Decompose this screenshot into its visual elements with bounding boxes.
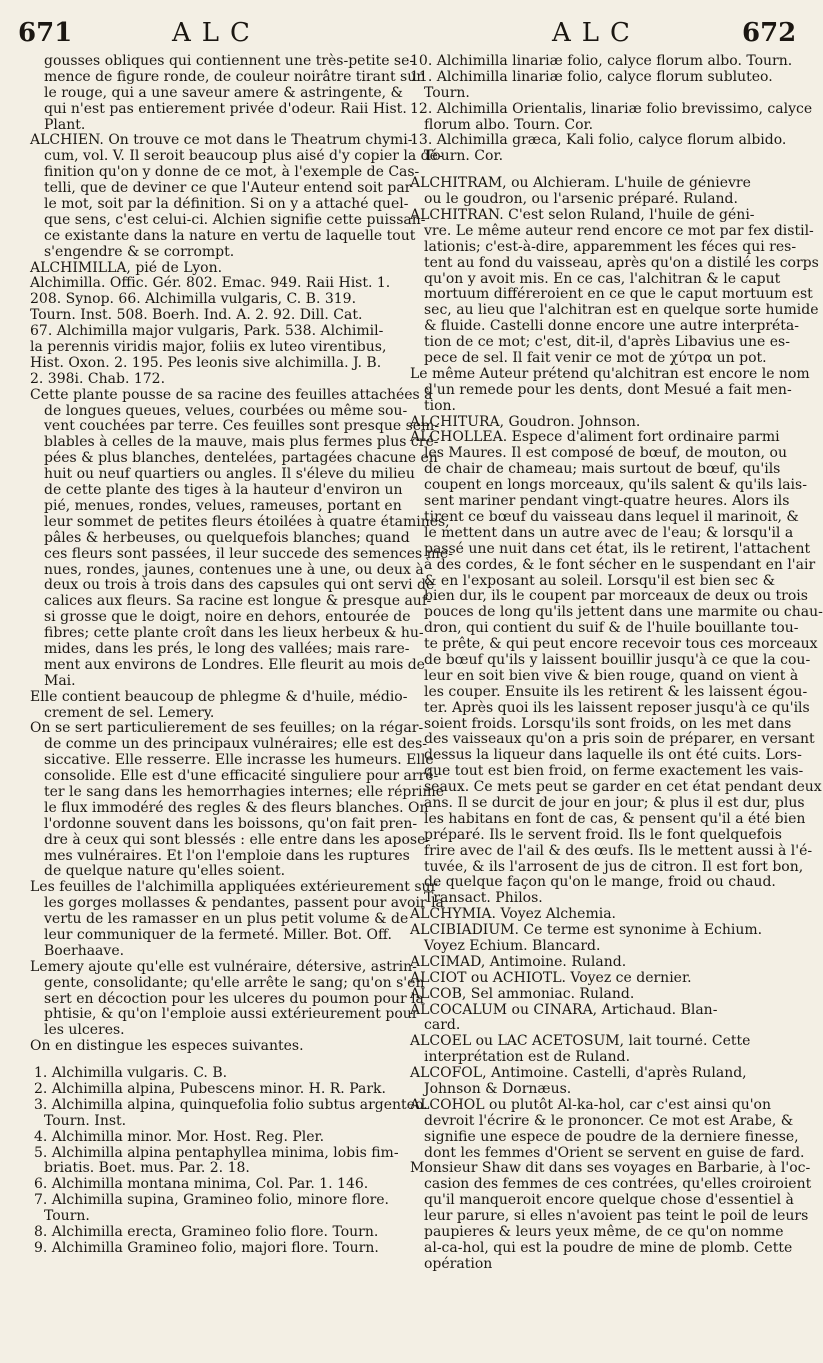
- text-line: Voyez Echium. Blancard.: [424, 937, 601, 954]
- text-line: qu'il manqueroit encore quelque chose d'essentiel à: [424, 1192, 794, 1209]
- text-line: le mot, soit par la définition. Si on y a attaché quel-: [44, 196, 409, 213]
- text-line: crement de sel. Lemery.: [44, 704, 215, 721]
- text-line: de longues queues, velues, courbées ou même sou-: [44, 402, 408, 419]
- text-line: vertu de les ramasser en un plus petit volume & de: [44, 911, 409, 928]
- text-line: mortuum différeroient en ce que le caput mortuum est: [424, 286, 813, 303]
- text-line: Tourn.: [424, 84, 470, 101]
- text-line: ce existante dans la nature en vertu de laquelle tout: [44, 227, 416, 244]
- text-line: 13. Alchimilla græca, Kali folio, calyce florum albido.: [410, 132, 787, 149]
- text-line: vent couchées par terre. Ces feuilles sont presque sem-: [44, 418, 440, 435]
- text-line: 5. Alchimilla alpina pentaphyllea minima, lobis fim-: [34, 1144, 399, 1161]
- text-line: pece de sel. Il fait venir ce mot de χύτρα un pot.: [424, 350, 767, 367]
- text-line: ALCOCALUM ou CINARA, Artichaud. Blan-: [410, 1001, 718, 1018]
- text-line: devroit l'écrire & le prononcer. Ce mot est Arabe, &: [424, 1112, 794, 1129]
- text-line: de quelque nature qu'elles soient.: [44, 863, 286, 880]
- text-line: bien dur, ils le coupent par morceaux de deux ou trois: [424, 588, 808, 605]
- text-line: Mai.: [44, 672, 76, 689]
- text-line: Lemery ajoute qu'elle est vulnéraire, détersive, astrin-: [30, 958, 417, 975]
- right-page-number: 672: [742, 18, 797, 48]
- text-line: ter le sang dans les hemorrhagies internes; elle réprime: [44, 783, 445, 800]
- text-line: de chair de chameau; mais surtout de bœuf, qu'ils: [424, 461, 781, 478]
- text-line: que sens, c'est celui-ci. Alchien signifie cette puissan-: [44, 211, 426, 228]
- text-line: 8. Alchimilla erecta, Gramineo folio flore. Tourn.: [34, 1224, 379, 1241]
- text-line: 6. Alchimilla montana minima, Col. Par. 1. 146.: [34, 1176, 369, 1193]
- text-line: 9. Alchimilla Gramineo folio, majori flore. Tourn.: [34, 1239, 379, 1256]
- text-line: Plant.: [44, 116, 86, 133]
- text-line: le rouge, qui a une saveur amere & astringente, &: [44, 84, 403, 101]
- text-line: la perennis viridis major, foliis ex luteo virentibus,: [30, 339, 387, 356]
- text-line: phtisie, & qu'on l'emploie aussi extérieurement pour: [44, 1006, 419, 1023]
- text-line: mides, dans les prés, le long des vallées; mais rare-: [44, 640, 410, 657]
- text-line: des vaisseaux qu'on a pris soin de préparer, en versant: [424, 731, 815, 748]
- text-line: que tout est bien froid, on ferme exactement les vais-: [424, 763, 804, 780]
- text-line: ALCHITRAM, ou Alchieram. L'huile de génievre: [410, 175, 751, 192]
- text-line: deux ou trois à trois dans des capsules qui ont servi de: [44, 577, 435, 594]
- text-line: florum albo. Tourn. Cor.: [424, 116, 594, 133]
- text-line: siccative. Elle resserre. Elle incrasse les humeurs. Elle: [44, 752, 434, 769]
- text-line: nues, rondes, jaunes, contenues une à une, ou deux à: [44, 561, 424, 578]
- text-line: les couper. Ensuite ils les retirent & les laissent égou-: [424, 683, 808, 700]
- text-line: ALCIBIADIUM. Ce terme est synonime à Echium.: [410, 922, 763, 939]
- text-line: ALCOFOL, Antimoine. Castelli, d'après Ruland,: [410, 1065, 747, 1082]
- text-line: Transact. Philos.: [424, 890, 543, 907]
- text-line: paupieres & leurs yeux même, de ce qu'on nomme: [424, 1224, 784, 1241]
- text-line: de quelque façon qu'on le mange, froid ou chaud.: [424, 874, 776, 891]
- text-line: Boerhaave.: [44, 942, 125, 959]
- text-line: pié, menues, rondes, velues, rameuses, portant en: [44, 497, 402, 514]
- text-line: ces fleurs sont passées, il leur succede des semences me-: [44, 545, 453, 562]
- text-line: passé une nuit dans cet état, ils le retirent, l'attachent: [424, 540, 811, 557]
- text-line: ou le goudron, ou l'arsenic préparé. Ruland.: [424, 191, 738, 208]
- text-line: seaux. Ce mets peut se garder en cet état pendant deux: [424, 779, 822, 796]
- text-line: ALCOB, Sel ammoniac. Ruland.: [410, 985, 635, 1002]
- text-line: pâles & herbeuses, ou quelquefois blanches; quand: [44, 529, 410, 546]
- left-page-number: 671: [18, 18, 73, 48]
- text-line: s'engendre & se corrompt.: [44, 243, 235, 260]
- text-line: Tourn. Inst.: [44, 1112, 127, 1129]
- text-line: Tourn. Cor.: [424, 148, 504, 165]
- text-line: tirent ce bœuf du vaisseau dans lequel il marinoit, &: [424, 508, 799, 525]
- text-line: ALCHITURA, Goudron. Johnson.: [410, 413, 641, 430]
- text-line: ter. Après quoi ils les laissent reposer jusqu'à ce qu'ils: [424, 699, 810, 716]
- text-line: ALCHIMILLA, pié de Lyon.: [30, 259, 223, 276]
- text-line: mes vulnéraires. Et l'on l'emploie dans les ruptures: [44, 847, 410, 864]
- text-line: & fluide. Castelli donne encore une autre interpréta-: [424, 318, 800, 335]
- text-line: calices aux fleurs. Sa racine est longue & presque auf-: [44, 593, 432, 610]
- text-line: Tourn. Inst. 508. Boerh. Ind. A. 2. 92. Dill. Cat.: [30, 307, 363, 324]
- text-line: coupent en longs morceaux, qu'ils salent & qu'ils lais-: [424, 477, 807, 494]
- text-line: Monsieur Shaw dit dans ses voyages en Barbarie, à l'oc-: [410, 1160, 811, 1177]
- text-line: les gorges mollasses & pendantes, passent pour avoir la: [44, 895, 444, 912]
- text-line: pouces de long qu'ils jettent dans une marmite ou chau-: [424, 604, 823, 621]
- text-line: te prête, & qui peut encore recevoir tous ces morceaux: [424, 636, 818, 653]
- text-line: qui n'est pas entierement privée d'odeur. Raii Hist.: [44, 100, 407, 117]
- text-line: de comme un des principaux vulnéraires; elle est des-: [44, 736, 427, 753]
- text-line: Le même Auteur prétend qu'alchitran est encore le nom: [410, 365, 810, 382]
- text-line: & en l'exposant au soleil. Lorsqu'il est bien sec &: [424, 572, 776, 589]
- text-line: signifie une espece de poudre de la derniere finesse,: [424, 1128, 799, 1145]
- text-line: 11. Alchimilla linariæ folio, calyce florum subluteo.: [410, 68, 773, 85]
- text-line: vre. Le même auteur rend encore ce mot par fex distil-: [424, 222, 814, 239]
- text-line: 7. Alchimilla supina, Gramineo folio, minore flore.: [34, 1192, 390, 1209]
- text-line: 67. Alchimilla major vulgaris, Park. 538. Alchimil-: [30, 323, 384, 340]
- text-line: briatis. Boet. mus. Par. 2. 18.: [44, 1160, 250, 1177]
- text-line: On en distingue les especes suivantes.: [30, 1038, 304, 1055]
- text-line: sert en décoction pour les ulceres du poumon pour la: [44, 990, 424, 1007]
- text-line: Johnson & Dornæus.: [424, 1081, 572, 1097]
- text-line: dre à ceux qui sont blessés : elle entre dans les apose-: [44, 831, 431, 848]
- text-line: ment aux environs de Londres. Elle fleurit au mois de: [44, 656, 425, 673]
- text-line: ALCOHOL ou plutôt Al-ka-hol, car c'est ainsi qu'on: [410, 1096, 772, 1113]
- text-line: de bœuf qu'ils y laissent bouillir jusqu'à ce que la cou-: [424, 651, 811, 668]
- text-line: Elle contient beaucoup de phlegme & d'huile, médio-: [30, 688, 408, 705]
- text-line: Alchimilla. Offic. Gér. 802. Emac. 949. Raii Hist. 1.: [30, 275, 391, 292]
- text-line: leur parure, si elles n'avoient pas teint le poil de leurs: [424, 1208, 809, 1225]
- text-line: telli, que de deviner ce que l'Auteur entend soit par: [44, 180, 412, 197]
- text-line: Les feuilles de l'alchimilla appliquées extérieurement sur: [30, 879, 438, 896]
- text-line: mence de figure ronde, de couleur noirâtre tirant sur: [44, 68, 423, 85]
- text-line: 4. Alchimilla minor. Mor. Host. Reg. Pler.: [34, 1128, 325, 1145]
- text-line: frire avec de l'ail & des œufs. Ils le mettent aussi à l'é-: [424, 842, 813, 859]
- text-line: gente, consolidante; qu'elle arrête le sang; qu'on s'en: [44, 974, 425, 991]
- text-line: leur communiquer de la fermeté. Miller. Bot. Off.: [44, 926, 392, 943]
- text-line: ALCHIEN. On trouve ce mot dans le Theatrum chymi-: [30, 132, 413, 149]
- text-line: de cette plante des tiges à la hauteur d'environ un: [44, 482, 403, 499]
- text-line: 2. Alchimilla alpina, Pubescens minor. H. R. Park.: [34, 1081, 386, 1097]
- text-line: casion des femmes de ces contrées, qu'elles croiroient: [424, 1176, 812, 1193]
- text-line: opération: [424, 1255, 493, 1272]
- text-line: huit ou neuf quartiers ou angles. Il s'éleve du milieu: [44, 466, 415, 483]
- text-line: 12. Alchimilla Orientalis, linariæ folio brevissimo, calyce: [410, 100, 813, 117]
- text-line: si grosse que le doigt, noire en dehors, entourée de: [44, 609, 411, 626]
- text-line: 2. 398i. Chab. 172.: [30, 370, 166, 387]
- text-line: al-ca-hol, qui est la poudre de mine de plomb. Cette: [424, 1239, 793, 1256]
- text-line: cum, vol. V. Il seroit beaucoup plus aisé d'y copier la dé-: [44, 148, 443, 165]
- text-line: le flux immodéré des regles & des fleurs blanches. On: [44, 799, 429, 816]
- text-line: Cette plante pousse de sa racine des feuilles attachées à: [30, 386, 433, 403]
- text-line: leur sommet de petites fleurs étoilées à quatre étamines,: [44, 513, 450, 530]
- text-line: ALCHOLLEA. Espece d'aliment fort ordinaire parmi: [410, 429, 780, 446]
- text-line: fibres; cette plante croît dans les lieux herbeux & hu-: [44, 625, 424, 642]
- text-line: 10. Alchimilla linariæ folio, calyce florum albo. Tourn.: [410, 53, 793, 69]
- text-line: soient froids. Lorsqu'ils sont froids, on les met dans: [424, 715, 792, 732]
- text-line: les ulceres.: [44, 1022, 125, 1039]
- text-line: pées & plus blanches, dentelées, partagées chacune en: [44, 450, 438, 467]
- text-line: d'un remede pour les dents, dont Mesué a fait men-: [424, 381, 792, 398]
- text-line: tion.: [424, 397, 456, 414]
- text-line: 208. Synop. 66. Alchimilla vulgaris, C. B. 319.: [30, 291, 357, 308]
- text-line: Tourn.: [44, 1208, 90, 1225]
- text-line: tent au fond du vaisseau, après qu'on a distilé les corps: [424, 254, 819, 271]
- text-line: gousses obliques qui contiennent une très-petite se-: [44, 53, 415, 69]
- text-line: dont les femmes d'Orient se servent en guise de fard.: [424, 1144, 805, 1161]
- text-line: à des cordes, & le font sécher en le suspendant en l'air: [424, 556, 816, 573]
- text-line: les habitans en font de cas, & pensent qu'il a été bien: [424, 810, 806, 827]
- left-running-head: ALC: [172, 18, 261, 48]
- right-running-head: ALC: [552, 18, 641, 48]
- text-line: consolide. Elle est d'une efficacité singuliere pour arrê-: [44, 768, 439, 785]
- text-line: ALCHITRAN. C'est selon Ruland, l'huile de géni-: [410, 207, 755, 224]
- text-line: ALCOEL ou LAC ACETOSUM, lait tourné. Cette: [410, 1033, 751, 1050]
- text-line: ALCIMAD, Antimoine. Ruland.: [410, 953, 627, 970]
- text-line: 3. Alchimilla alpina, quinquefolia folio subtus argenteo.: [34, 1096, 428, 1113]
- text-line: tion de ce mot; c'est, dit-il, d'après Libavius une es-: [424, 334, 790, 351]
- text-line: les Maures. Il est composé de bœuf, de mouton, ou: [424, 445, 787, 462]
- text-line: blables à celles de la mauve, mais plus fermes plus cré-: [44, 434, 439, 451]
- text-line: qu'on y avoit mis. En ce cas, l'alchitran & le caput: [424, 270, 781, 287]
- text-line: ALCHYMIA. Voyez Alchemia.: [410, 906, 617, 923]
- text-line: dessus la liqueur dans laquelle ils ont été cuits. Lors-: [424, 747, 802, 764]
- text-line: sent mariner pendant vingt-quatre heures. Alors ils: [424, 493, 790, 510]
- text-line: interprétation est de Ruland.: [424, 1049, 631, 1066]
- text-line: finition qu'on y donne de ce mot, à l'exemple de Cas-: [44, 164, 420, 181]
- text-line: ans. Il se durcit de jour en jour; & plus il est dur, plus: [424, 794, 805, 811]
- text-line: 1. Alchimilla vulgaris. C. B.: [34, 1065, 228, 1082]
- text-line: l'ordonne souvent dans les boissons, qu'on fait pren-: [44, 815, 418, 832]
- text-line: dron, qui contient du suif & de l'huile bouillante tou-: [424, 620, 799, 637]
- text-line: préparé. Ils le servent froid. Ils le font quelquefois: [424, 826, 782, 843]
- text-line: card.: [424, 1017, 461, 1034]
- text-line: ALCIOT ou ACHIOTL. Voyez ce dernier.: [410, 969, 692, 986]
- text-line: lationis; c'est-à-dire, apparemment les féces qui res-: [424, 238, 797, 255]
- text-line: sec, au lieu que l'alchitran est en quelque sorte humide: [424, 302, 819, 319]
- text-line: Hist. Oxon. 2. 195. Pes leonis sive alchimilla. J. B.: [30, 354, 382, 371]
- text-line: On se sert particulierement de ses feuilles; on la régar-: [30, 720, 424, 737]
- text-line: le mettent dans un autre avec de l'eau; & lorsqu'il a: [424, 524, 794, 541]
- text-line: leur en soit bien vive & bien rouge, quand on vient à: [424, 667, 799, 684]
- right-text-column: [410, 53, 823, 1354]
- text-line: tuvée, & ils l'arrosent de jus de citron. Il est fort bon,: [424, 858, 804, 875]
